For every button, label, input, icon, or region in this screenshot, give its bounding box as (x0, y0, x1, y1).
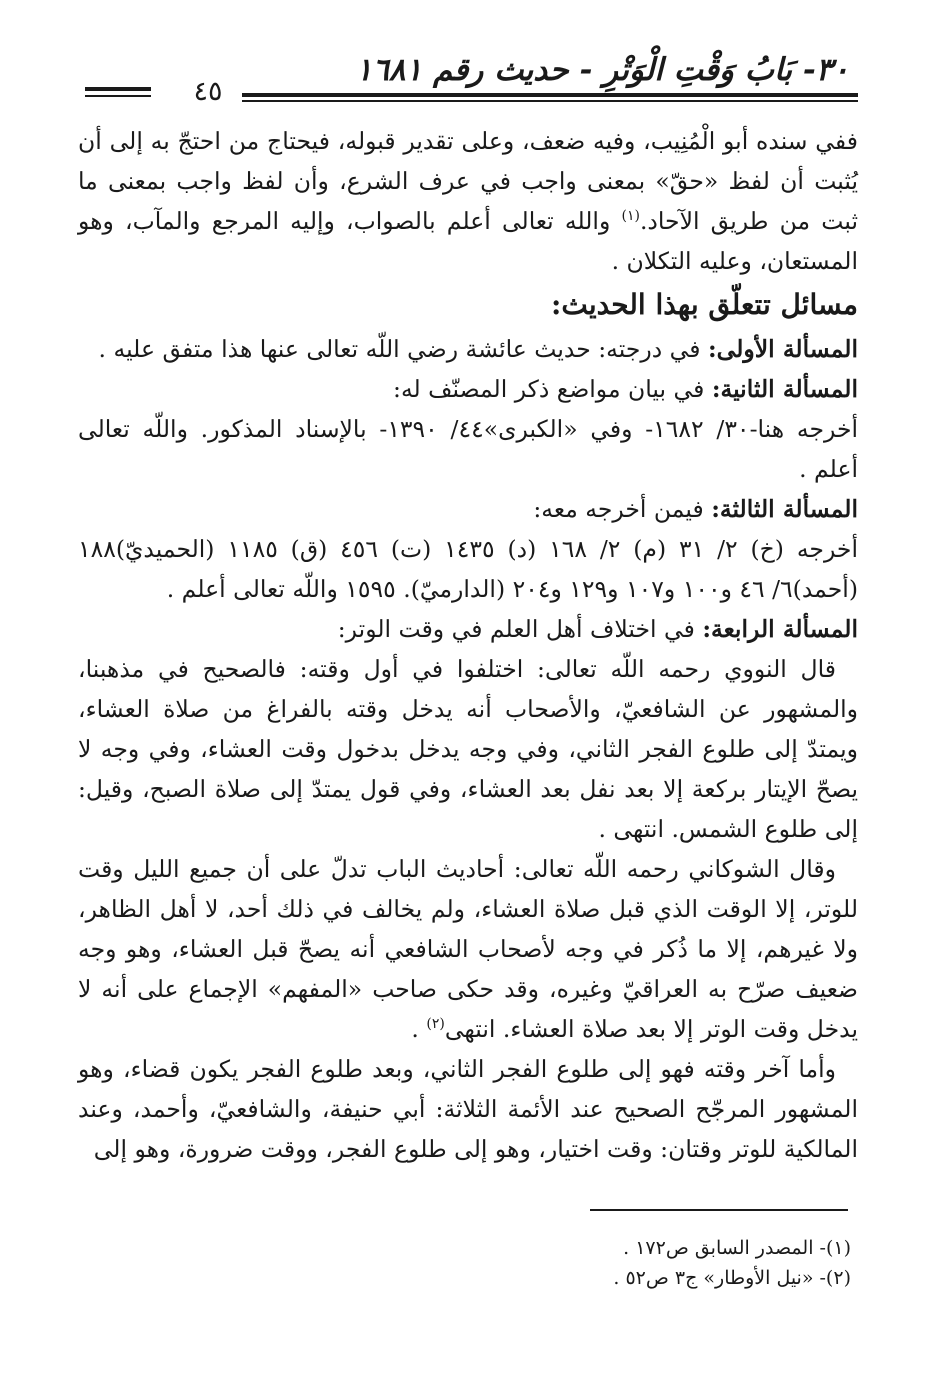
shawkani-quote-text: وقال الشوكاني رحمه اللّه تعالى: أحاديث الباب تدلّ على أن جميع الليل وقت للوتر، إلا الوقت الذي قبل صلاة العشاء، ولم يخالف في ذلك أحد، لا أهل الظاهر، ولا غيرهم، إلا ما ذُكر في وجه لأصحاب الشافعي أنه يصحّ قبل العشاء، وهو وجه ضعيف صرّح به العراقيّ وغيره، وقد حكى صاحب «المفهم» الإجماع على أنه لا يدخل وقت الوتر إلا بعد صلاة العشاء. انتهى (78, 855, 858, 1043)
footnote-ref-2: (٢) (426, 1016, 445, 1033)
issue-2-label: المسألة الثانية: (711, 375, 858, 403)
running-header-title: ٣٠- بَابُ وَقْتِ الْوَتْرِ - حديث رقم ١٦٨١ (355, 52, 849, 88)
issue-4-text: في اختلاف أهل العلم في وقت الوتر: (337, 615, 703, 643)
header-rule-left-thin (85, 95, 151, 97)
footnote-2: (٢)- «نيل الأوطار» ج٣ ص٥٢ . (613, 1267, 851, 1289)
page-number: ٤٥ (193, 76, 223, 107)
main-text (78, 121, 858, 1169)
shawkani-quote (78, 849, 858, 1049)
paragraph-intro-text: ففي سنده أبو الْمُنِيب، وفيه ضعف، وعلى تقدير قبوله، فيحتاج من احتجّ به إلى أن يُثبت أن لفظ «حقّ» بمعنى واجب في عرف الشرع، وأن لفظ واجب بمعنى ما ثبت من طريق الآحاد. (78, 127, 858, 235)
issue-1-text: في درجته: حديث عائشة رضي اللّه تعالى عنها هذا متفق عليه . (98, 335, 708, 363)
issue-4 (78, 609, 858, 649)
section-heading: مسائل تتعلّق بهذا الحديث: (550, 288, 858, 321)
paragraph-last: وأما آخر وقته فهو إلى طلوع الفجر الثاني، وبعد طلوع الفجر يكون قضاء، وهو المشهور المرجّح الصحيح عند الأئمة الثلاثة: أبي حنيفة، والشافعيّ، وأحمد، وعند المالكية للوتر وقتان: وقت اختيار، وهو إلى طلوع الفجر، ووقت ضرورة، وهو إلى (78, 1055, 858, 1163)
paragraph-intro (78, 121, 858, 281)
issue-1-label: المسألة الأولى: (707, 335, 858, 363)
issue-4-label: المسألة الرابعة: (702, 615, 858, 643)
nawawi-quote: قال النووي رحمه اللّه تعالى: اختلفوا في أول وقته: فالصحيح في مذهبنا، والمشهور عن الشافعيّ، والأصحاب أنه يدخل وقته بالفراغ من صلاة العشاء، ويمتدّ إلى طلوع الفجر الثاني، وفي وجه يدخل بدخول وقت العشاء، وفي وجه لا يصحّ الإيتار بركعة إلا بعد نفل بعد العشاء، وفي قول يمتدّ إلى صلاة الصبح، وقيل: إلى طلوع الشمس. انتهى . (78, 655, 858, 843)
header-rule-right-thin (242, 100, 858, 102)
header-rule-left-thick (85, 87, 151, 91)
issue-2 (78, 369, 858, 409)
issue-2-text: في بيان مواضع ذكر المصنّف له: (393, 375, 712, 403)
paragraph-intro-tail: والله تعالى أعلم بالصواب، وإليه المرجع والمآب، وهو المستعان، وعليه التكلان . (78, 207, 858, 275)
footnote-separator (590, 1209, 848, 1211)
issue-3-text: فيمن أخرجه معه: (533, 495, 712, 523)
issue-2-body: أخرجه هنا-٣٠/ ١٦٨٢- وفي «الكبرى»٤٤/ ١٣٩٠- بالإسناد المذكور. واللّه تعالى أعلم . (78, 415, 859, 483)
footnotes (151, 1233, 851, 1293)
footnote-ref-1: (١) (621, 208, 640, 225)
header-rule-right-thick (242, 93, 858, 97)
issue-3-label: المسألة الثالثة: (711, 495, 858, 523)
footnote-1: (١)- المصدر السابق ص١٧٢ . (623, 1237, 851, 1259)
shawkani-quote-tail: . (411, 1015, 427, 1043)
issue-3 (78, 489, 858, 529)
issue-3-body: أخرجه (خ) ٢/ ٣١ (م) ٢/ ١٦٨ (د) ١٤٣٥ (ت) ٤٥٦ (ق) ١١٨٥ (الحميديّ)١٨٨ (أحمد)٦/ ٤٦ و١٠٠ و١٠٧ و١٢٩ و٢٠٤ (الدارميّ). ١٥٩٥ واللّه تعالى أعلم . (78, 535, 858, 603)
issue-1 (78, 329, 858, 369)
